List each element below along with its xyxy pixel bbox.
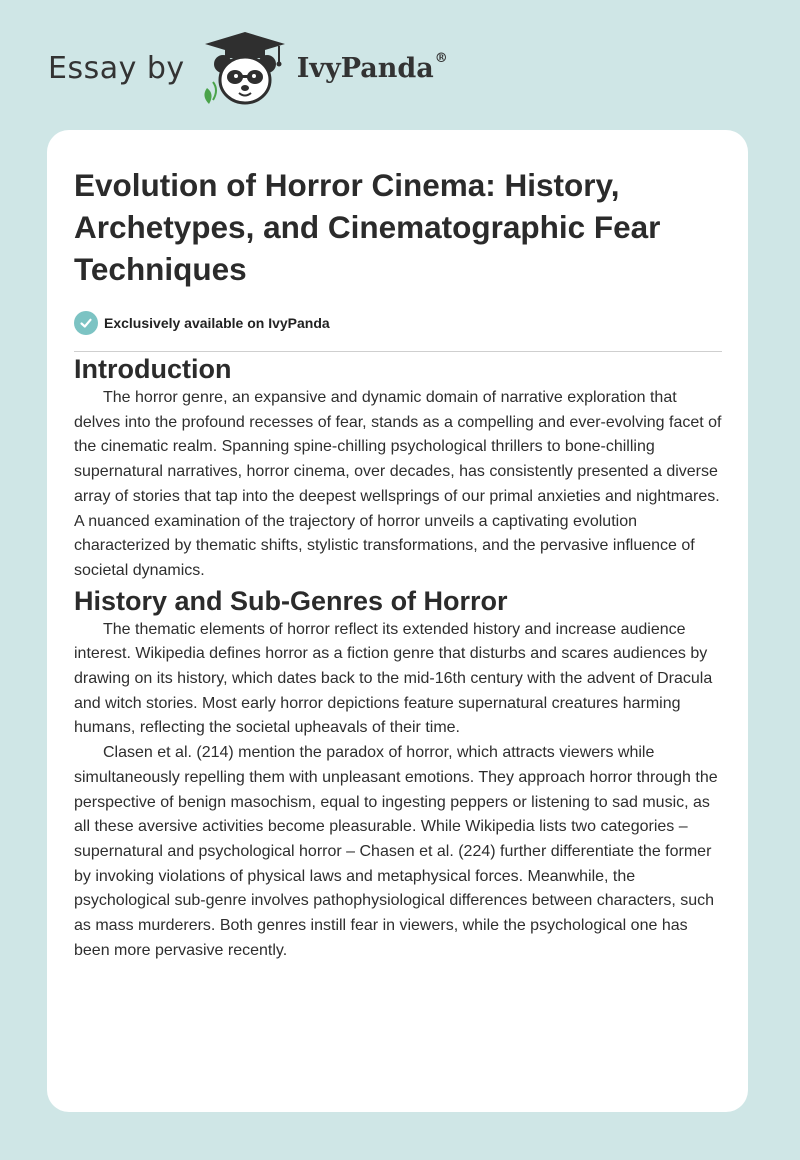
check-circle-icon (74, 311, 98, 335)
brand-name-text: IvyPanda (296, 52, 434, 84)
exclusive-label: Exclusively available on IvyPanda (104, 315, 330, 331)
registered-mark: ® (434, 50, 448, 66)
paragraph: The horror genre, an expansive and dynamic domain of narrative exploration that delves into the profound recesses of fear, stands as a compelling and ever-evolving facet of the cinematic realm. Spanning spine-chilling psychological thrillers to bone-chilling supernatural narratives, horror cinema, over decades, has consistently presented a diverse array of stories that tap into the deepest wellsprings of our primal anxieties and nightmares. A nuanced examination of the trajectory of horror unveils a captivating evolution characterized by thematic shifts, stylistic transformations, and the pervasive influence of societal dynamics. (74, 389, 722, 579)
section-heading-history: History and Sub-Genres of Horror (74, 585, 508, 616)
exclusive-badge (74, 310, 722, 336)
brand-header[interactable] (48, 28, 448, 108)
section-heading-introduction: Introduction (74, 354, 232, 384)
essay-card (47, 130, 748, 1112)
panda-graduate-logo-icon (199, 28, 291, 108)
paragraph: The thematic elements of horror reflect its extended history and increase audience interest. Wikipedia defines horror as a fiction genre that disturbs and scares audiences by drawing on its history, which dates back to the mid-16th century with the advent of Dracula and witch stories. Most early horror depictions feature supernatural creatures harming humans, reflecting the societal upheavals of their time. (74, 620, 713, 737)
paragraph: Clasen et al. (214) mention the paradox of horror, which attracts viewers while simultaneously repelling them with unpleasant emotions. They approach horror through the perspective of benign masochism, equal to ingesting peppers or listening to sad music, as all these aversive activities become pleasurable. While Wikipedia lists two categories – supernatural and psychological horror – Chasen et al. (224) further differentiate the former by invoking violations of physical laws and metaphysical forces. Meanwhile, the psychological sub-genre involves pathophysiological differences between characters, such as mass murderers. Both genres instill fear in viewers, while the psychological one has been more pervasive recently. (74, 744, 718, 959)
essay-title: Evolution of Horror Cinema: History, Archetypes, and Cinematographic Fear Techniques (74, 167, 661, 287)
brand-prefix: Essay by (48, 50, 185, 86)
brand-name (296, 50, 448, 84)
